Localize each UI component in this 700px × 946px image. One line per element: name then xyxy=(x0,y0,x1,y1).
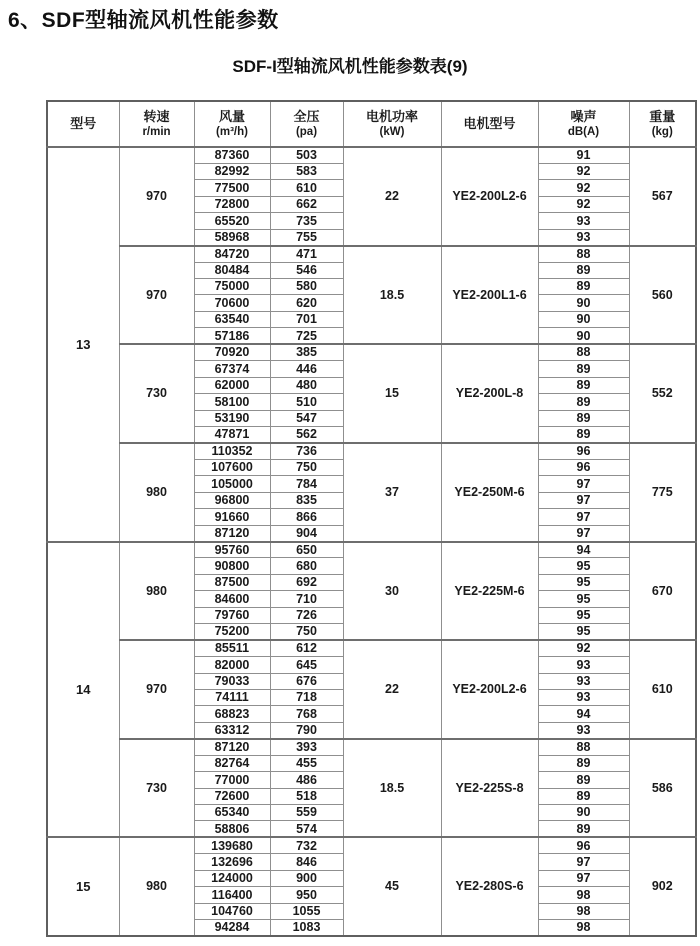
pressure-cell: 692 xyxy=(270,574,343,590)
airflow-cell: 139680 xyxy=(194,837,270,853)
power-cell: 37 xyxy=(343,443,441,542)
airflow-cell: 80484 xyxy=(194,262,270,278)
noise-cell: 89 xyxy=(538,394,629,410)
airflow-cell: 82764 xyxy=(194,755,270,771)
pressure-cell: 904 xyxy=(270,525,343,541)
pressure-cell: 562 xyxy=(270,426,343,442)
noise-cell: 93 xyxy=(538,722,629,738)
noise-cell: 88 xyxy=(538,344,629,360)
airflow-cell: 72600 xyxy=(194,788,270,804)
noise-cell: 98 xyxy=(538,887,629,903)
table-row xyxy=(47,147,696,163)
noise-cell: 97 xyxy=(538,476,629,492)
pressure-cell: 583 xyxy=(270,163,343,179)
performance-table xyxy=(46,100,697,937)
airflow-cell: 116400 xyxy=(194,887,270,903)
airflow-cell: 94284 xyxy=(194,920,270,936)
noise-cell: 90 xyxy=(538,295,629,311)
speed-cell: 980 xyxy=(119,542,194,641)
motor-cell: YE2-250M-6 xyxy=(441,443,538,542)
noise-cell: 89 xyxy=(538,377,629,393)
pressure-cell: 736 xyxy=(270,443,343,459)
noise-cell: 96 xyxy=(538,459,629,475)
column-header-unit: (kg) xyxy=(651,125,673,138)
airflow-cell: 72800 xyxy=(194,196,270,212)
pressure-cell: 546 xyxy=(270,262,343,278)
airflow-cell: 105000 xyxy=(194,476,270,492)
column-header-noise xyxy=(538,101,629,147)
pressure-cell: 866 xyxy=(270,509,343,525)
motor-cell: YE2-225S-8 xyxy=(441,739,538,838)
pressure-cell: 471 xyxy=(270,246,343,262)
power-cell: 30 xyxy=(343,542,441,641)
pressure-cell: 446 xyxy=(270,361,343,377)
airflow-cell: 110352 xyxy=(194,443,270,459)
pressure-cell: 645 xyxy=(270,657,343,673)
airflow-cell: 77000 xyxy=(194,772,270,788)
pressure-cell: 750 xyxy=(270,624,343,640)
noise-cell: 89 xyxy=(538,821,629,837)
speed-cell: 970 xyxy=(119,246,194,345)
noise-cell: 97 xyxy=(538,525,629,541)
airflow-cell: 63312 xyxy=(194,722,270,738)
noise-cell: 97 xyxy=(538,492,629,508)
column-header-unit: (pa) xyxy=(295,125,318,138)
speed-cell: 980 xyxy=(119,443,194,542)
airflow-cell: 87500 xyxy=(194,574,270,590)
table-row xyxy=(47,837,696,853)
noise-cell: 95 xyxy=(538,591,629,607)
pressure-cell: 503 xyxy=(270,147,343,163)
pressure-cell: 755 xyxy=(270,229,343,245)
pressure-cell: 612 xyxy=(270,640,343,656)
pressure-cell: 547 xyxy=(270,410,343,426)
speed-cell: 980 xyxy=(119,837,194,936)
airflow-cell: 75000 xyxy=(194,279,270,295)
noise-cell: 98 xyxy=(538,903,629,919)
noise-cell: 93 xyxy=(538,213,629,229)
airflow-cell: 104760 xyxy=(194,903,270,919)
pressure-cell: 701 xyxy=(270,311,343,327)
table-row xyxy=(47,542,696,558)
pressure-cell: 610 xyxy=(270,180,343,196)
speed-cell: 730 xyxy=(119,739,194,838)
airflow-cell: 84600 xyxy=(194,591,270,607)
pressure-cell: 455 xyxy=(270,755,343,771)
column-header-weight xyxy=(629,101,696,147)
noise-cell: 89 xyxy=(538,788,629,804)
noise-cell: 94 xyxy=(538,542,629,558)
noise-cell: 89 xyxy=(538,772,629,788)
pressure-cell: 620 xyxy=(270,295,343,311)
pressure-cell: 680 xyxy=(270,558,343,574)
airflow-cell: 87120 xyxy=(194,739,270,755)
noise-cell: 89 xyxy=(538,279,629,295)
pressure-cell: 790 xyxy=(270,722,343,738)
noise-cell: 93 xyxy=(538,673,629,689)
airflow-cell: 87120 xyxy=(194,525,270,541)
airflow-cell: 47871 xyxy=(194,426,270,442)
airflow-cell: 67374 xyxy=(194,361,270,377)
airflow-cell: 82000 xyxy=(194,657,270,673)
weight-cell: 670 xyxy=(629,542,696,641)
motor-cell: YE2-200L-8 xyxy=(441,344,538,443)
noise-cell: 92 xyxy=(538,640,629,656)
pressure-cell: 393 xyxy=(270,739,343,755)
column-header-model xyxy=(47,101,119,147)
airflow-cell: 68823 xyxy=(194,706,270,722)
table-row xyxy=(47,344,696,360)
power-cell: 18.5 xyxy=(343,246,441,345)
pressure-cell: 732 xyxy=(270,837,343,853)
header-row xyxy=(47,101,696,147)
weight-cell: 552 xyxy=(629,344,696,443)
model-cell: 13 xyxy=(47,147,119,542)
noise-cell: 90 xyxy=(538,805,629,821)
airflow-cell: 65520 xyxy=(194,213,270,229)
weight-cell: 586 xyxy=(629,739,696,838)
pressure-cell: 559 xyxy=(270,805,343,821)
noise-cell: 92 xyxy=(538,196,629,212)
column-header-label: 电机功率 xyxy=(365,108,418,124)
airflow-cell: 87360 xyxy=(194,147,270,163)
speed-cell: 970 xyxy=(119,147,194,246)
airflow-cell: 58100 xyxy=(194,394,270,410)
noise-cell: 92 xyxy=(538,180,629,196)
column-header-label: 风量 xyxy=(218,108,245,124)
pressure-cell: 480 xyxy=(270,377,343,393)
noise-cell: 90 xyxy=(538,311,629,327)
table-title: SDF-I型轴流风机性能参数表(9) xyxy=(232,57,468,76)
table-row xyxy=(47,739,696,755)
pressure-cell: 784 xyxy=(270,476,343,492)
airflow-cell: 65340 xyxy=(194,805,270,821)
column-header-unit: dB(A) xyxy=(567,125,600,138)
table-row xyxy=(47,443,696,459)
motor-cell: YE2-200L2-6 xyxy=(441,147,538,246)
motor-cell: YE2-200L2-6 xyxy=(441,640,538,739)
column-header-speed xyxy=(119,101,194,147)
airflow-cell: 91660 xyxy=(194,509,270,525)
column-header-airflow xyxy=(194,101,270,147)
pressure-cell: 662 xyxy=(270,196,343,212)
pressure-cell: 580 xyxy=(270,279,343,295)
airflow-cell: 58968 xyxy=(194,229,270,245)
pressure-cell: 725 xyxy=(270,328,343,344)
airflow-cell: 95760 xyxy=(194,542,270,558)
noise-cell: 91 xyxy=(538,147,629,163)
airflow-cell: 75200 xyxy=(194,624,270,640)
column-header-label: 重量 xyxy=(649,108,676,124)
power-cell: 45 xyxy=(343,837,441,936)
pressure-cell: 574 xyxy=(270,821,343,837)
page-title: 6、SDF型轴流风机性能参数 xyxy=(8,9,279,32)
airflow-cell: 74111 xyxy=(194,689,270,705)
column-header-unit: r/min xyxy=(142,125,171,138)
weight-cell: 775 xyxy=(629,443,696,542)
pressure-cell: 710 xyxy=(270,591,343,607)
noise-cell: 98 xyxy=(538,920,629,936)
noise-cell: 89 xyxy=(538,361,629,377)
airflow-cell: 70600 xyxy=(194,295,270,311)
airflow-cell: 85511 xyxy=(194,640,270,656)
airflow-cell: 124000 xyxy=(194,870,270,886)
noise-cell: 95 xyxy=(538,624,629,640)
pressure-cell: 676 xyxy=(270,673,343,689)
motor-cell: YE2-200L1-6 xyxy=(441,246,538,345)
table-row xyxy=(47,640,696,656)
column-header-power xyxy=(343,101,441,147)
power-cell: 15 xyxy=(343,344,441,443)
airflow-cell: 96800 xyxy=(194,492,270,508)
pressure-cell: 385 xyxy=(270,344,343,360)
model-cell: 14 xyxy=(47,542,119,838)
pressure-cell: 1055 xyxy=(270,903,343,919)
airflow-cell: 82992 xyxy=(194,163,270,179)
table-header xyxy=(47,101,696,147)
airflow-cell: 57186 xyxy=(194,328,270,344)
pressure-cell: 846 xyxy=(270,854,343,870)
noise-cell: 96 xyxy=(538,443,629,459)
airflow-cell: 63540 xyxy=(194,311,270,327)
column-header-motor xyxy=(441,101,538,147)
airflow-cell: 84720 xyxy=(194,246,270,262)
weight-cell: 610 xyxy=(629,640,696,739)
column-header-unit: (kW) xyxy=(379,125,405,138)
airflow-cell: 107600 xyxy=(194,459,270,475)
pressure-cell: 518 xyxy=(270,788,343,804)
weight-cell: 902 xyxy=(629,837,696,936)
pressure-cell: 718 xyxy=(270,689,343,705)
column-header-label: 型号 xyxy=(70,115,97,131)
table-body xyxy=(47,147,696,936)
weight-cell: 567 xyxy=(629,147,696,246)
column-header-label: 全压 xyxy=(293,108,320,124)
noise-cell: 95 xyxy=(538,558,629,574)
pressure-cell: 1083 xyxy=(270,920,343,936)
pressure-cell: 900 xyxy=(270,870,343,886)
speed-cell: 730 xyxy=(119,344,194,443)
airflow-cell: 79033 xyxy=(194,673,270,689)
pressure-cell: 750 xyxy=(270,459,343,475)
noise-cell: 89 xyxy=(538,426,629,442)
noise-cell: 94 xyxy=(538,706,629,722)
column-header-label: 电机型号 xyxy=(463,115,516,131)
airflow-cell: 58806 xyxy=(194,821,270,837)
motor-cell: YE2-280S-6 xyxy=(441,837,538,936)
noise-cell: 89 xyxy=(538,755,629,771)
noise-cell: 96 xyxy=(538,837,629,853)
noise-cell: 97 xyxy=(538,509,629,525)
weight-cell: 560 xyxy=(629,246,696,345)
table-row xyxy=(47,246,696,262)
column-header-pressure xyxy=(270,101,343,147)
column-header-unit: (m³/h) xyxy=(216,125,248,138)
noise-cell: 93 xyxy=(538,689,629,705)
airflow-cell: 132696 xyxy=(194,854,270,870)
pressure-cell: 735 xyxy=(270,213,343,229)
motor-cell: YE2-225M-6 xyxy=(441,542,538,641)
noise-cell: 90 xyxy=(538,328,629,344)
noise-cell: 93 xyxy=(538,229,629,245)
power-cell: 18.5 xyxy=(343,739,441,838)
pressure-cell: 835 xyxy=(270,492,343,508)
noise-cell: 93 xyxy=(538,657,629,673)
speed-cell: 970 xyxy=(119,640,194,739)
noise-cell: 88 xyxy=(538,246,629,262)
pressure-cell: 950 xyxy=(270,887,343,903)
noise-cell: 95 xyxy=(538,607,629,623)
airflow-cell: 62000 xyxy=(194,377,270,393)
airflow-cell: 53190 xyxy=(194,410,270,426)
power-cell: 22 xyxy=(343,640,441,739)
pressure-cell: 726 xyxy=(270,607,343,623)
noise-cell: 97 xyxy=(538,854,629,870)
pressure-cell: 768 xyxy=(270,706,343,722)
airflow-cell: 90800 xyxy=(194,558,270,574)
noise-cell: 97 xyxy=(538,870,629,886)
airflow-cell: 70920 xyxy=(194,344,270,360)
model-cell: 15 xyxy=(47,837,119,936)
column-header-label: 转速 xyxy=(143,108,170,124)
noise-cell: 89 xyxy=(538,262,629,278)
noise-cell: 89 xyxy=(538,410,629,426)
power-cell: 22 xyxy=(343,147,441,246)
airflow-cell: 77500 xyxy=(194,180,270,196)
column-header-label: 噪声 xyxy=(570,108,597,124)
pressure-cell: 650 xyxy=(270,542,343,558)
pressure-cell: 486 xyxy=(270,772,343,788)
noise-cell: 92 xyxy=(538,163,629,179)
noise-cell: 88 xyxy=(538,739,629,755)
noise-cell: 95 xyxy=(538,574,629,590)
airflow-cell: 79760 xyxy=(194,607,270,623)
pressure-cell: 510 xyxy=(270,394,343,410)
